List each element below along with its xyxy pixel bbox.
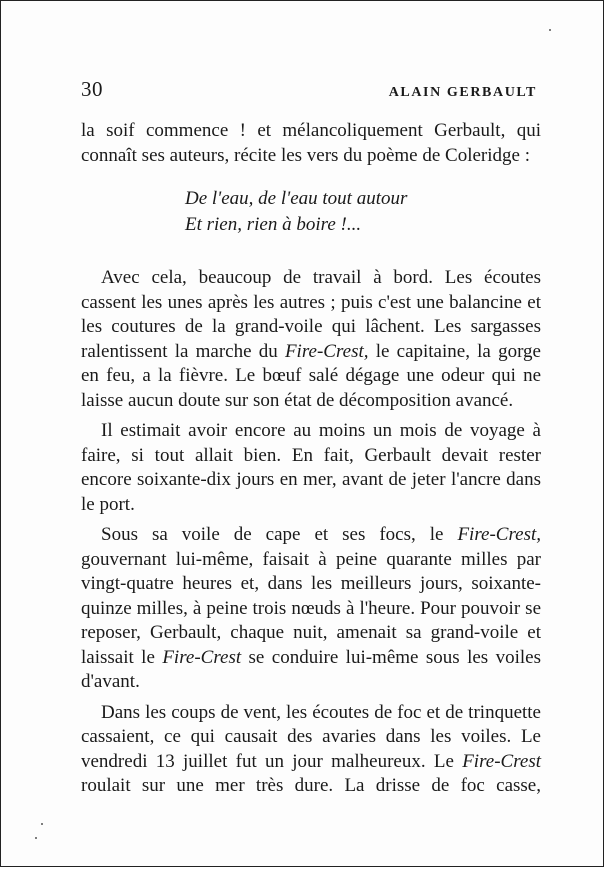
paragraph [81, 701, 541, 799]
paragraph [81, 266, 541, 413]
paragraph [81, 119, 541, 168]
paragraph [81, 419, 541, 517]
paragraph-text: Dans les coups de vent, les écoutes de foc et de trinquette cassaient, ce qui causait des avaries dans les voiles. Le vendredi 13 juillet fut un jour malheureux. Le [81, 701, 541, 772]
verse-line: Et rien, rien à boire !... [185, 214, 362, 235]
page-header [81, 77, 537, 102]
scan-speck [35, 837, 37, 839]
paragraph [81, 523, 541, 695]
page-number: 30 [81, 77, 103, 101]
paragraph-text: roulait sur une mer très dure. La drisse de foc casse, [81, 775, 541, 796]
paragraph-text: la soif commence ! et mélancoliquement Gerbault, qui connaît ses auteurs, récite les vers du poème de Coleridge : [81, 120, 541, 166]
paragraph-text: Avec cela, beaucoup de travail à bord. Les écoutes cassent les unes après les autres ; puis c'est une balancine et les coutures de la grand-voile qui lâchent. Les sargasses ralentissent la marche du [81, 267, 541, 362]
verse-quote [185, 186, 541, 238]
paragraph-text: Il estimait avoir encore au moins un mois de voyage à faire, si tout allait bien. En fait, Gerbault devait rester encore soixante-dix jours en mer, avant de jeter l'ancre dans le port. [81, 420, 541, 515]
paragraph-text: le capitaine, la gorge en feu, a la fièvre. Le bœuf salé dégage une odeur qui ne laisse aucun doute sur son état de décomposition avancé. [81, 340, 541, 411]
body-text [81, 119, 541, 799]
paragraph-text: gouvernant lui-même, faisait à peine quarante milles par vingt-quatre heures et, dans les meilleurs jours, soixante-quinze milles, à peine trois nœuds à l'heure. Pour pouvoir se reposer, Gerbault, chaque nuit, amenait sa grand-voile et laissait le [81, 548, 541, 668]
paragraph-text: se conduire lui-même sous les voiles d'avant. [81, 646, 541, 692]
scan-speck [549, 29, 551, 31]
paragraph-text: Sous sa voile de cape et ses focs, le [101, 524, 458, 545]
ship-name: Fire-Crest, [284, 340, 369, 362]
ship-name: Fire-Crest, [457, 524, 541, 545]
ship-name: Fire-Crest [462, 750, 541, 772]
scan-speck [41, 823, 43, 825]
ship-name: Fire-Crest [162, 646, 242, 668]
verse-line: De l'eau, de l'eau tout autour [185, 188, 408, 209]
running-head: ALAIN GERBAULT [388, 85, 537, 100]
